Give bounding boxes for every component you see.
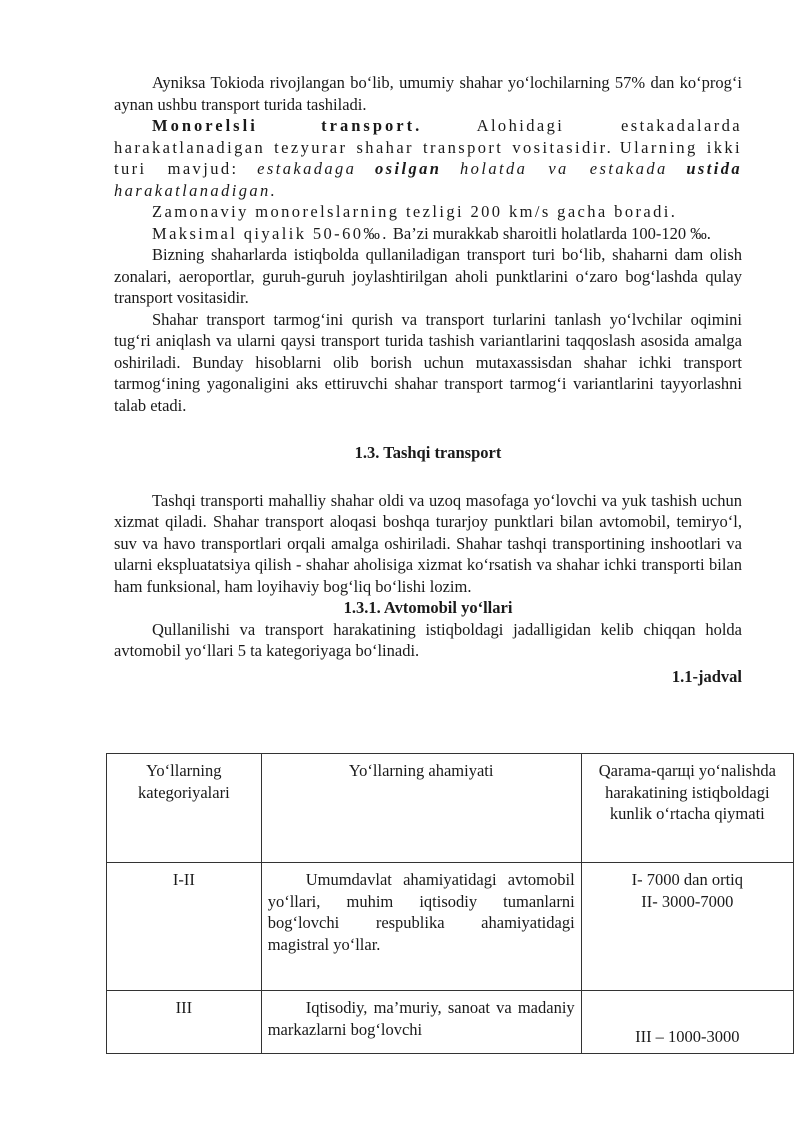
table-caption: 1.1-jadval [671,666,742,686]
header-categories: Yo‘llarning kategoriyalari [107,754,262,863]
subsection-title: 1.3.1. Avtomobil yo‘llari [343,598,513,617]
paragraph-external: Tashqi transporti mahalliy shahar oldi va uzoq masofaga yo‘lovchi va yuk tashish uchun xizmat qiladi. Shahar transport aloqasi boshqa turarjoy punktlari bilan avtomobil, temiryo‘l, suv va havo transportlari orqali amalga oshiriladi. Shahar tashqi transportining inshootlari va ularni ekspluatatsiya qilish - shahar aholisiga xizmat ko‘rsatish va shahar ichki transporti bilan ham funksional, ham loyihaviy bog‘liq bo‘lishi lozim. [114,490,742,596]
paragraph-network: Shahar transport tarmog‘ini qurish va transport turlarini tanlash yo‘lvchilar oqimini tug‘ri aniqlash va ularni qaysi transport turida tashish variantlarini taqqoslash asosida amalga oshiriladi. Bunday hisoblarni olib borish uchun mutaxassisdan shahar ichki transport tarmog‘ining yagonaligini aks ettiruvchi shahar transport tarmog‘i variantlarini tayyorlashni talab etadi. [114,309,742,415]
paragraph-slope [114,223,742,245]
section-title: 1.3. Tashqi transport [354,443,502,462]
table-row [107,991,794,1054]
row1-description: Umumdavlat ahamiyatidagi avtomobil yo‘llari, muhim iqtisodiy tumanlarni bog‘lovchi respublika ahamiyatidagi magistral yo‘llar. [261,863,581,991]
row1-values: I- 7000 dan ortiq II- 3000-7000 [581,863,793,991]
header-importance: Yo‘llarning ahamiyati [261,754,581,863]
table-row [107,863,794,991]
monorail-type-b: holatda va estakada [460,159,668,178]
monorail-suspended: osilgan [375,159,442,178]
header-daily-value: Qarama-qarщi yo‘nalishda harakatining istiqboldagi kunlik o‘rtacha qiymati [581,754,793,863]
slope-rest: Ba’zi murakkab sharoitli holatlarda 100-120 ‰. [388,223,711,243]
document-page [114,72,742,687]
monorail-definition: Alohidagi estakadalarda harakatlanadigan tezyurar shahar transport vositasidir. [114,116,742,157]
monorail-type-a: estakadaga [257,159,357,178]
row2-description: Iqtisodiy, ma’muriy, sanoat va madaniy markazlarni bog‘lovchi [261,991,581,1054]
paragraph-monorail [114,115,742,201]
row2-category: III [107,991,262,1054]
paragraph-tokyo: Ayniksa Tokioda rivojlangan bo‘lib, umumiy shahar yo‘lochilarning 57% dan ko‘prog‘i aynan ushbu transport turida tashiladi. [114,73,742,114]
row1-category: I-II [107,863,262,991]
paragraph-speed: Zamonaviy monorelslarning tezligi 200 km/s gacha boradi. [152,202,678,221]
slope-spaced: Maksimal qiyalik 50-60‰. [152,223,389,243]
monorail-title: Monorelsli transport. [152,116,423,135]
monorail-on-top: ustida [686,159,743,178]
road-categories-table [106,753,794,1054]
monorail-type-end: harakatlanadigan. [114,180,278,200]
paragraph-roads: Qullanilishi va transport harakatining istiqboldagi jadalligidan kelib chiqqan holda avtomobil yo‘llari 5 ta kategoriyaga bo‘linadi. [114,619,742,660]
monorail-types-intro: Ularning ikki turi mavjud: [114,137,742,178]
paragraph-future: Bizning shaharlarda istiqbolda qullaniladigan transport turi bo‘lib, shaharni dam olish zonalari, aeroportlar, guruh-guruh joylashtirilgan aholi punktlarini o‘zaro bog‘lashda qulay transport vositasidir. [114,245,742,307]
table-header-row [107,754,794,863]
row2-values: III – 1000-3000 [581,991,793,1054]
